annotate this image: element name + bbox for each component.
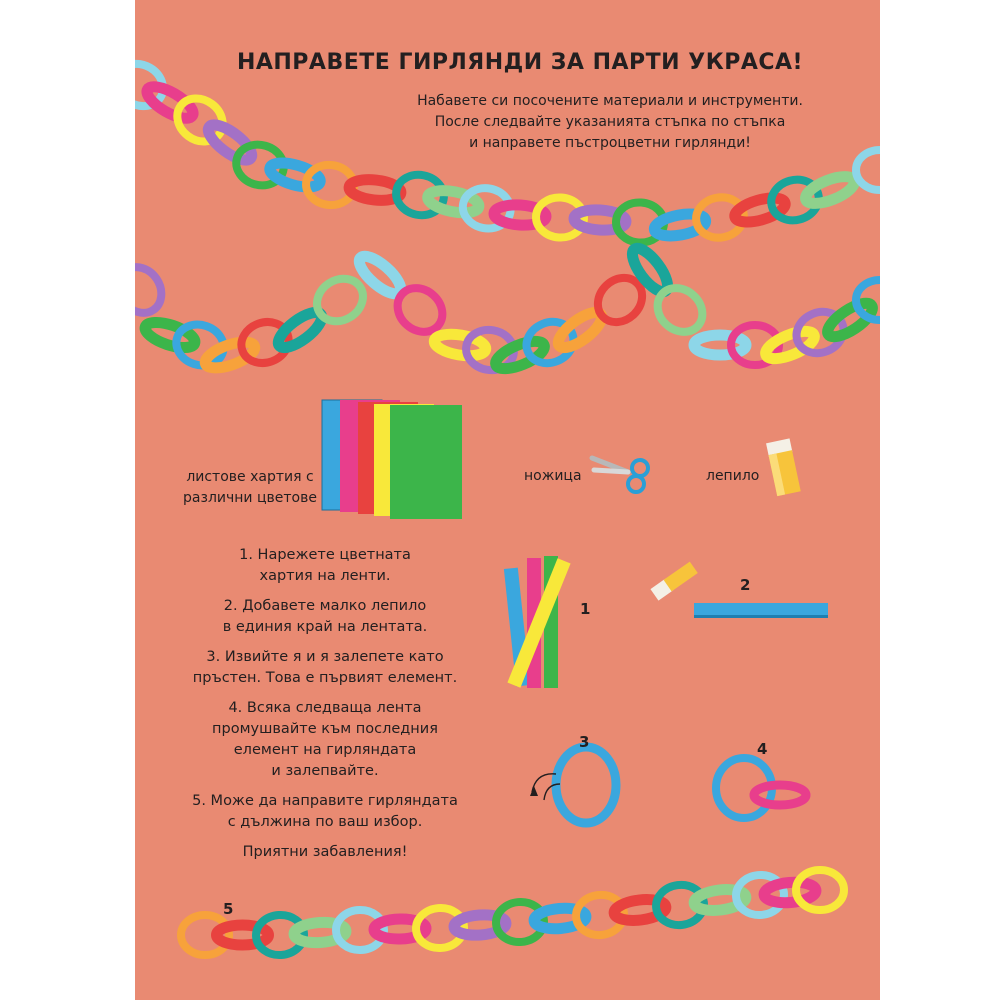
scissors-icon — [592, 458, 648, 492]
chain-link — [763, 880, 816, 904]
step-number-5: 5 — [223, 900, 234, 918]
instruction-step-5 — [175, 791, 475, 833]
paper-label-line: различни цветове — [183, 490, 317, 506]
paper-label — [180, 467, 320, 509]
step-number-1: 1 — [580, 600, 591, 618]
paper-label-line: листове хартия с — [186, 469, 314, 485]
instruction-line: с дължина по ваш избор. — [227, 814, 423, 830]
paper-chain-bottom — [181, 870, 844, 956]
instruction-line: хартия на ленти. — [259, 568, 391, 584]
instruction-line: пръстен. Това е първият елемент. — [192, 670, 458, 686]
page-title: НАПРАВЕТЕ ГИРЛЯНДИ ЗА ПАРТИ УКРАСА! — [236, 50, 804, 75]
intro-text — [380, 91, 840, 154]
instruction-line: 5. Може да направите гирляндата — [192, 793, 458, 809]
instruction-line: 1. Нарежете цветната — [239, 547, 411, 563]
step-4-linked-rings-illustration — [716, 758, 806, 818]
chain-link — [492, 336, 548, 374]
instruction-step-1 — [175, 545, 475, 587]
instruction-line: Приятни забавления! — [242, 844, 408, 860]
intro-line: и направете пъстроцветни гирлянди! — [469, 135, 751, 151]
chain-link — [694, 335, 746, 355]
instruction-line: 2. Добавете малко лепило — [223, 598, 427, 614]
instruction-line: елемент на гирляндата — [233, 742, 417, 758]
chain-link — [110, 259, 170, 321]
instruction-line: 4. Всяка следваща лента — [228, 700, 422, 716]
paper-chain-middle — [110, 243, 904, 374]
glue-label: лепило — [706, 468, 760, 484]
step-number-4: 4 — [757, 740, 768, 758]
step-3-ring-illustration — [530, 747, 616, 823]
chain-link — [267, 158, 322, 191]
colored-paper-sheets-icon — [322, 400, 462, 519]
chain-link — [802, 171, 858, 209]
instruction-line: и залепвайте. — [271, 763, 379, 779]
instruction-line: промушвайте към последния — [212, 721, 438, 737]
instructions-list — [175, 545, 475, 872]
step-number-2: 2 — [740, 576, 751, 594]
intro-line: После следвайте указанията стъпка по стъпка — [434, 114, 786, 130]
chain-link — [856, 150, 904, 190]
instruction-line: 3. Извийте я и я залепете като — [206, 649, 444, 665]
chain-link — [732, 193, 787, 226]
instruction-step-2 — [175, 596, 475, 638]
instruction-step-3 — [175, 647, 475, 689]
step-1-paper-strips-illustration — [504, 556, 571, 688]
glue-stick-icon — [766, 438, 801, 496]
intro-line: Набавете си посочените материали и инструменти. — [417, 93, 803, 109]
instruction-line: в единия край на лентата. — [222, 619, 428, 635]
closing-message — [175, 842, 475, 863]
step-number-3: 3 — [579, 733, 590, 751]
instruction-step-4 — [175, 698, 475, 782]
scissors-label: ножица — [524, 468, 582, 484]
